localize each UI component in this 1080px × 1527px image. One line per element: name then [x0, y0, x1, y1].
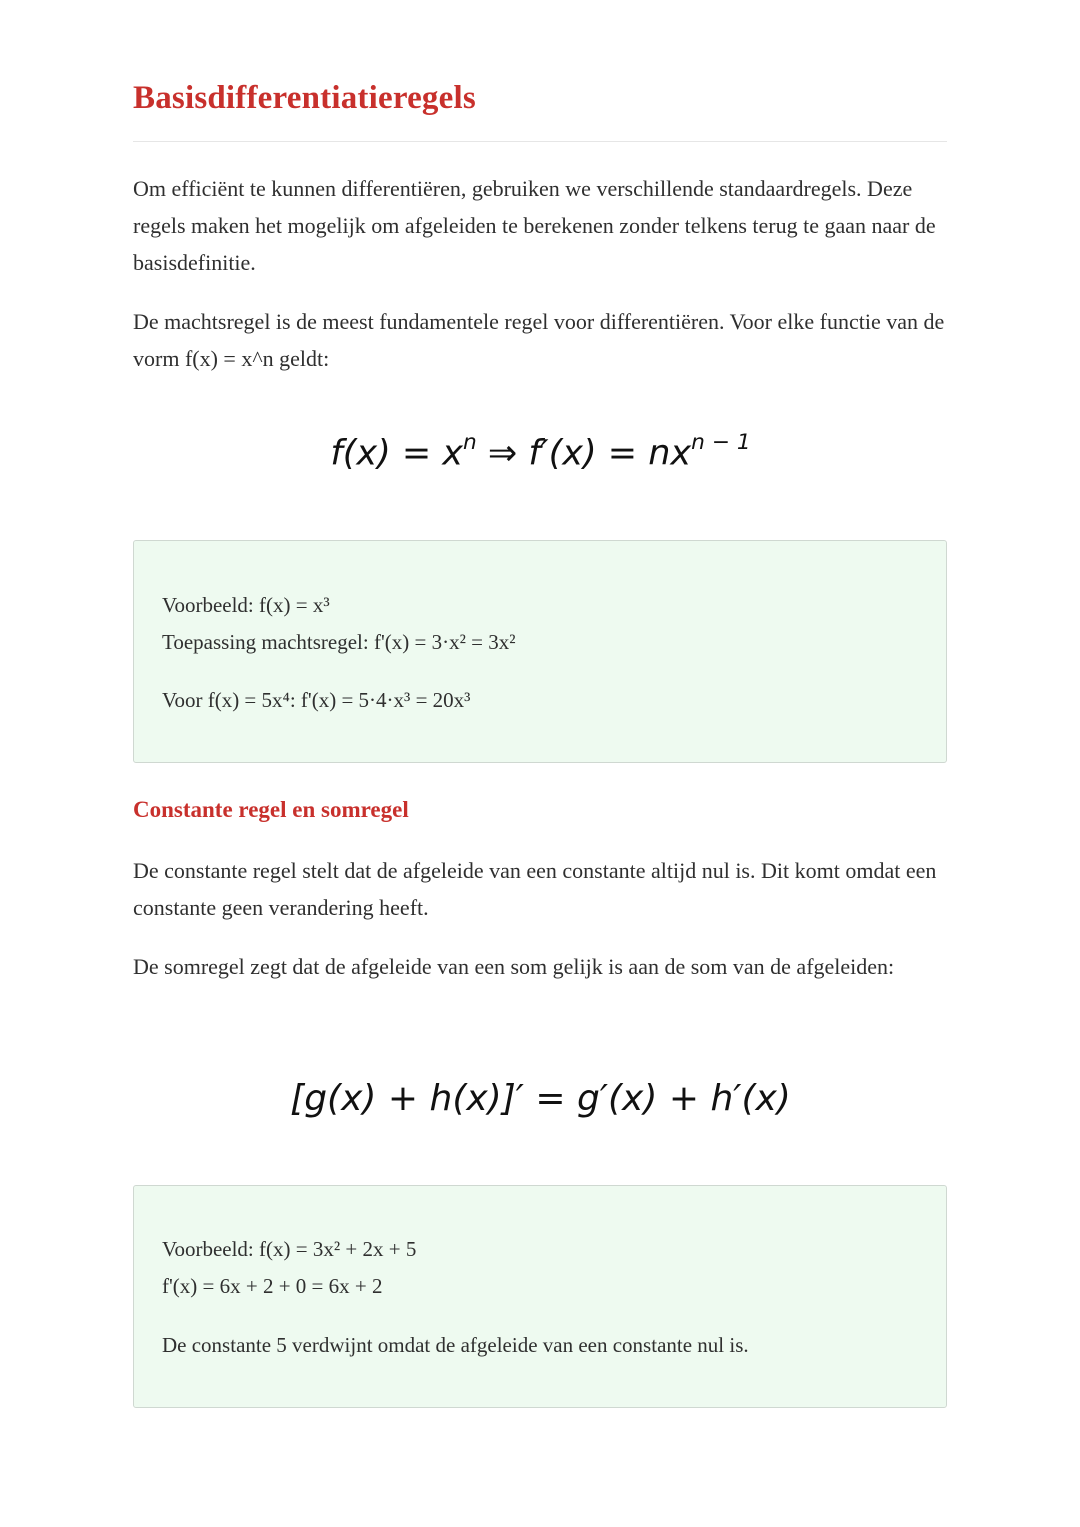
example1-line-3: Voor f(x) = 5x⁴: f'(x) = 5·4·x³ = 20x³ — [162, 688, 471, 712]
formula1-lhs: f(x) = x — [330, 433, 464, 474]
sum-rule-paragraph: De somregel zegt dat de afgeleide van een som gelijk is aan de som van de afgeleiden: — [133, 954, 895, 979]
title-divider — [133, 141, 947, 142]
example2-line-1: Voorbeeld: f(x) = 3x² + 2x + 5 — [162, 1237, 417, 1261]
sum-rule-formula — [133, 1078, 948, 1119]
formula1-rhs-exponent: n − 1 — [691, 429, 751, 455]
example1-line-2: Toepassing machtsregel: f'(x) = 3·x² = 3x² — [162, 630, 516, 654]
implies-arrow: ⇒ — [476, 433, 529, 474]
power-rule-paragraph: De machtsregel is de meest fundamentele regel voor differentiëren. Voor elke functie van de vorm f(x) = x^n geldt: — [133, 309, 945, 371]
intro-paragraph: Om efficiënt te kunnen differentiëren, gebruiken we verschillende standaardregels. Deze regels maken het mogelijk om afgeleiden te berekenen zonder telkens terug te gaan naar de basisdefinitie. — [133, 176, 936, 275]
power-rule-formula — [133, 429, 948, 474]
page-title: Basisdifferentiatieregels — [133, 80, 476, 116]
formula1-rhs: f′(x) = nx — [528, 433, 692, 474]
example2-line-3: De constante 5 verdwijnt omdat de afgeleide van een constante nul is. — [162, 1333, 749, 1357]
example-box-sum-rule — [133, 1185, 947, 1408]
constant-rule-paragraph: De constante regel stelt dat de afgeleide van een constante altijd nul is. Dit komt omdat een constante geen verandering heeft. — [133, 858, 937, 920]
example-box-power-rule — [133, 540, 947, 763]
formula1-lhs-exponent: n — [463, 429, 477, 455]
example1-line-1: Voorbeeld: f(x) = x³ — [162, 593, 330, 617]
section-heading-constant-sum: Constante regel en somregel — [133, 797, 409, 822]
example2-line-2: f'(x) = 6x + 2 + 0 = 6x + 2 — [162, 1274, 383, 1298]
formula2-text: [g(x) + h(x)]′ = g′(x) + h′(x) — [290, 1078, 791, 1119]
